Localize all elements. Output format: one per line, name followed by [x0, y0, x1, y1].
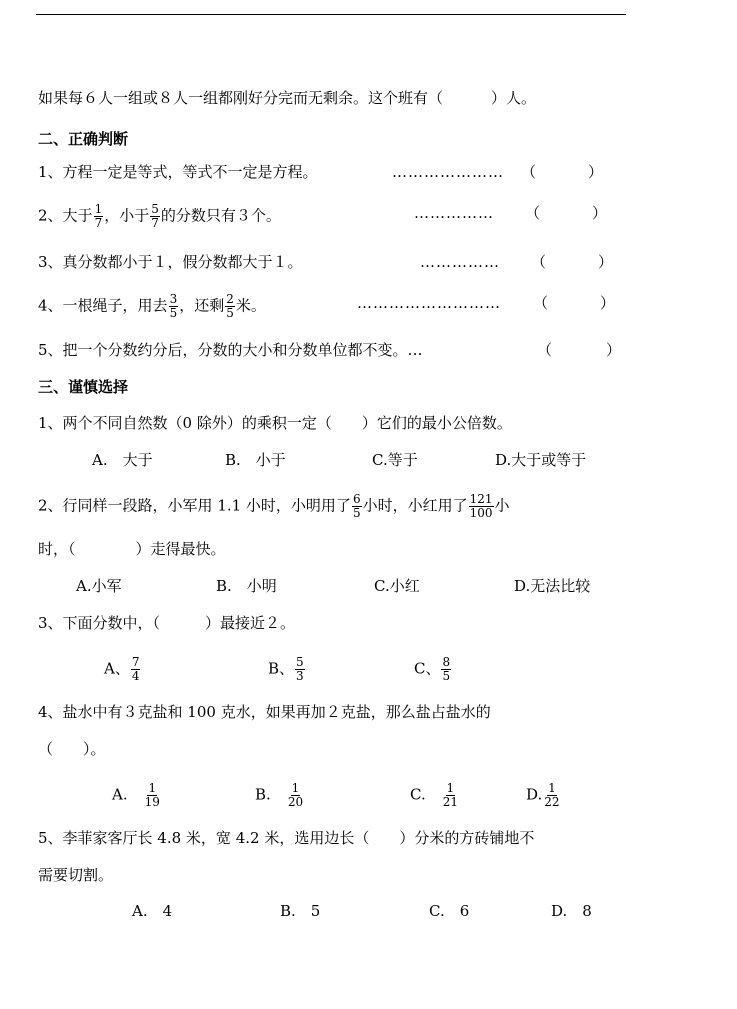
item-text: ，还剩	[179, 296, 225, 315]
option-a: A. 4	[132, 902, 173, 920]
option-label: D.	[526, 785, 543, 804]
choice-question-5-line2: 需要切割。	[38, 866, 114, 884]
answer-paren-open: （	[525, 204, 541, 222]
option-b	[268, 656, 306, 683]
item-number: 5、	[38, 341, 63, 359]
numerator: 1	[94, 202, 103, 216]
item-text: ，小于	[104, 206, 150, 225]
numerator: 3	[169, 292, 178, 306]
item-text: 大于	[62, 206, 93, 225]
section-heading-choice: 三、谨慎选择	[38, 378, 129, 396]
answer-paren-close: ）	[606, 341, 622, 359]
option-a	[104, 656, 141, 683]
item-text: 把一个分数约分后，分数的大小和分数单位都不变。…	[62, 341, 423, 359]
numerator: 1	[548, 781, 556, 795]
numerator: 1	[446, 781, 455, 795]
answer-paren-close: ）	[598, 253, 614, 271]
option-label: B、	[268, 659, 295, 678]
answer-paren-close: ）	[600, 294, 616, 312]
intro-line	[38, 88, 536, 108]
denominator: 7	[94, 216, 103, 230]
option-a	[112, 782, 162, 809]
denominator: 5	[226, 306, 234, 320]
denominator: 22	[544, 795, 560, 809]
question-text: 小	[494, 496, 510, 515]
option-c: C. 6	[429, 902, 470, 920]
answer-paren-open: （	[531, 253, 547, 271]
choice-question-5: 5、李菲家客厅长 4.8 米，宽 4.2 米，选用边长（ ）分米的方砖铺地不	[38, 829, 535, 847]
fraction	[441, 656, 451, 683]
question-text: 2、行同样一段路，小军用 1.1 小时，小明用了	[38, 496, 351, 515]
option-c: C.小红	[374, 577, 420, 595]
choice-question-2-line2: 时，（ ）走得最快。	[38, 540, 226, 558]
denominator: 20	[287, 795, 304, 809]
fraction	[150, 203, 160, 230]
item-text: 真分数都小于１，假分数都大于１。	[62, 253, 303, 271]
option-a: A.小军	[76, 577, 122, 595]
numerator: 1	[148, 781, 157, 795]
numerator: 8	[442, 655, 451, 669]
item-text: 一根绳子，用去	[62, 296, 168, 315]
option-label: A、	[104, 659, 130, 678]
numerator: 2	[226, 292, 234, 306]
answer-paren-open: （	[537, 341, 553, 359]
numerator: 7	[131, 655, 140, 669]
section-heading-judge: 二、正确判断	[38, 130, 129, 148]
item-number: 4、	[38, 296, 63, 315]
option-c: C.等于	[372, 451, 418, 469]
item-text: 方程一定是等式，等式不一定是方程。	[62, 163, 318, 181]
leader-dots: …………………	[392, 163, 504, 181]
choice-question-3: 3、下面分数中，（ ）最接近２。	[38, 614, 296, 632]
item-text: 米。	[235, 296, 266, 315]
answer-paren-close: ）	[588, 163, 604, 181]
leader-dots: ………………………	[357, 294, 501, 312]
denominator: 5	[169, 306, 178, 320]
denominator: 21	[442, 795, 459, 809]
intro-text: 如果每６人一组或８人一组都刚好分完而无剩余。这个班有（	[38, 89, 444, 107]
fraction	[543, 782, 560, 809]
fraction	[469, 493, 494, 520]
header-rule	[36, 14, 626, 15]
option-label: A.	[112, 785, 128, 804]
item-number: 1、	[38, 163, 63, 181]
option-d: D. 8	[551, 902, 592, 920]
numerator: 1	[291, 781, 300, 795]
numerator: 5	[296, 655, 304, 669]
option-b: B. 5	[280, 902, 321, 920]
fraction	[169, 293, 179, 320]
question-text: 小时，小红用了	[362, 496, 468, 515]
option-b: B. 小于	[225, 451, 286, 469]
judge-item-3	[38, 252, 303, 272]
option-label: B.	[255, 785, 271, 804]
option-label: C、	[414, 659, 441, 678]
option-d	[526, 782, 562, 809]
fraction	[442, 782, 459, 809]
fraction	[94, 203, 104, 230]
option-a: A. 大于	[92, 451, 153, 469]
judge-item-2	[38, 203, 281, 230]
fraction	[131, 656, 141, 683]
choice-question-4-line2: （ ）。	[38, 740, 106, 758]
fraction	[144, 782, 161, 809]
option-b	[255, 782, 305, 809]
answer-paren-open: （	[521, 163, 537, 181]
choice-question-2	[38, 493, 510, 520]
choice-question-1: 1、两个不同自然数（0 除外）的乘积一定（ ）它们的最小公倍数。	[38, 414, 512, 432]
fraction	[287, 782, 304, 809]
judge-item-5	[38, 340, 423, 360]
item-text: 的分数只有３个。	[160, 206, 281, 225]
denominator: 7	[151, 216, 159, 230]
item-number: 3、	[38, 253, 63, 271]
denominator: 3	[296, 669, 304, 683]
judge-item-1	[38, 162, 318, 182]
denominator: 100	[469, 506, 493, 520]
option-b: B. 小明	[216, 577, 277, 595]
numerator: 6	[352, 492, 361, 506]
option-d: D.大于或等于	[495, 451, 587, 469]
denominator: 19	[144, 795, 160, 809]
choice-question-4: 4、盐水中有３克盐和 100 克水，如果再加２克盐，那么盐占盐水的	[38, 703, 491, 721]
denominator: 4	[131, 669, 140, 683]
denominator: 5	[352, 506, 361, 520]
leader-dots: ……………	[414, 204, 494, 222]
numerator: 121	[469, 492, 493, 506]
answer-paren-open: （	[533, 294, 549, 312]
denominator: 5	[442, 669, 451, 683]
fraction	[295, 656, 305, 683]
option-c	[410, 782, 460, 809]
leader-dots: ……………	[420, 253, 500, 271]
fraction	[352, 493, 362, 520]
fraction	[225, 293, 235, 320]
option-d: D.无法比较	[514, 577, 591, 595]
judge-item-4	[38, 293, 266, 320]
option-label: C.	[410, 785, 426, 804]
numerator: 5	[151, 202, 159, 216]
answer-paren-close: ）	[592, 204, 608, 222]
item-number: 2、	[38, 206, 63, 225]
intro-text-end: ）人。	[491, 89, 537, 107]
option-c	[414, 656, 452, 683]
